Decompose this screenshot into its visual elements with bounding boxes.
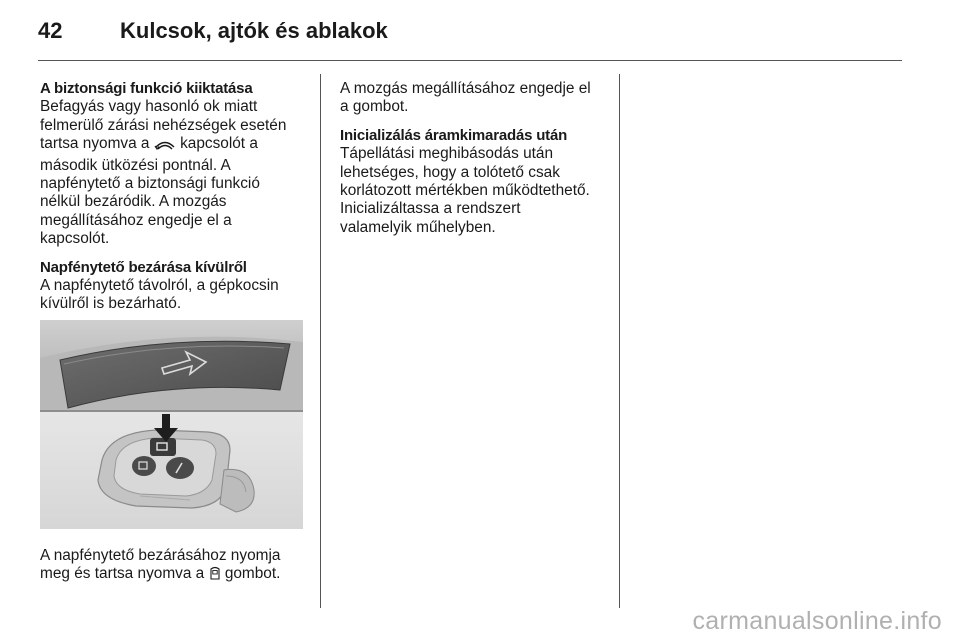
text-line: korlátozott mértékben működtethető. bbox=[340, 182, 590, 200]
text-line: A mozgás megállításához engedje el bbox=[340, 80, 591, 97]
caption-text: meg és tartsa nyomva a bbox=[40, 565, 205, 583]
text-line bbox=[40, 135, 306, 156]
column-1 bbox=[40, 80, 306, 324]
watermark: carmanualsonline.info bbox=[692, 607, 942, 635]
section-initialization bbox=[340, 127, 608, 237]
section-heading: Inicializálás áramkimaradás után bbox=[340, 126, 568, 144]
page-header bbox=[38, 18, 918, 48]
chapter-title: Kulcsok, ajtók és ablakok bbox=[120, 18, 388, 43]
text-line: valamelyik műhelyben. bbox=[340, 218, 496, 236]
sunroof-key-illustration bbox=[40, 320, 303, 529]
column-divider-2 bbox=[619, 74, 620, 608]
text-span: tartsa nyomva a bbox=[40, 135, 150, 153]
page-number: 42 bbox=[38, 18, 63, 43]
section-close-from-outside bbox=[40, 259, 306, 314]
text-span: kapcsolót a bbox=[180, 135, 258, 153]
section-heading: A biztonsági funkció kiiktatása bbox=[40, 80, 253, 97]
section-heading: Napfénytető bezárása kívülről bbox=[40, 258, 247, 276]
text-line: lehetséges, hogy a tolótető csak bbox=[340, 163, 560, 181]
caption-line: A napfénytető bezárásához nyomja bbox=[40, 547, 281, 564]
illustration-caption bbox=[40, 547, 308, 587]
caption-line bbox=[40, 565, 308, 586]
sunroof-button-icon bbox=[209, 566, 221, 586]
text-line: napfénytető a biztonsági funkció bbox=[40, 175, 260, 193]
column-2 bbox=[340, 80, 608, 247]
section-safety-override bbox=[40, 80, 306, 249]
text-line: második ütközési pontnál. A bbox=[40, 156, 231, 174]
text-line: a gombot. bbox=[340, 98, 409, 116]
text-line: kívülről is bezárható. bbox=[40, 295, 182, 313]
text-line: kapcsolót. bbox=[40, 230, 110, 248]
column-divider-1 bbox=[320, 74, 321, 608]
text-line: Befagyás vagy hasonló ok miatt bbox=[40, 98, 258, 116]
text-line: Inicializáltassa a rendszert bbox=[340, 200, 521, 218]
text-line: megállításához engedje el a bbox=[40, 211, 232, 229]
text-line: felmerülő zárási nehézségek esetén bbox=[40, 116, 287, 134]
header-rule bbox=[38, 60, 902, 61]
stop-movement-text bbox=[340, 80, 608, 117]
text-line: nélkül bezáródik. A mozgás bbox=[40, 193, 227, 211]
text-line: Tápellátási meghibásodás után bbox=[340, 145, 554, 163]
sunroof-switch-icon bbox=[154, 137, 176, 156]
caption-text: gombot. bbox=[224, 565, 281, 583]
text-line: A napfénytető távolról, a gépkocsin bbox=[40, 277, 279, 295]
